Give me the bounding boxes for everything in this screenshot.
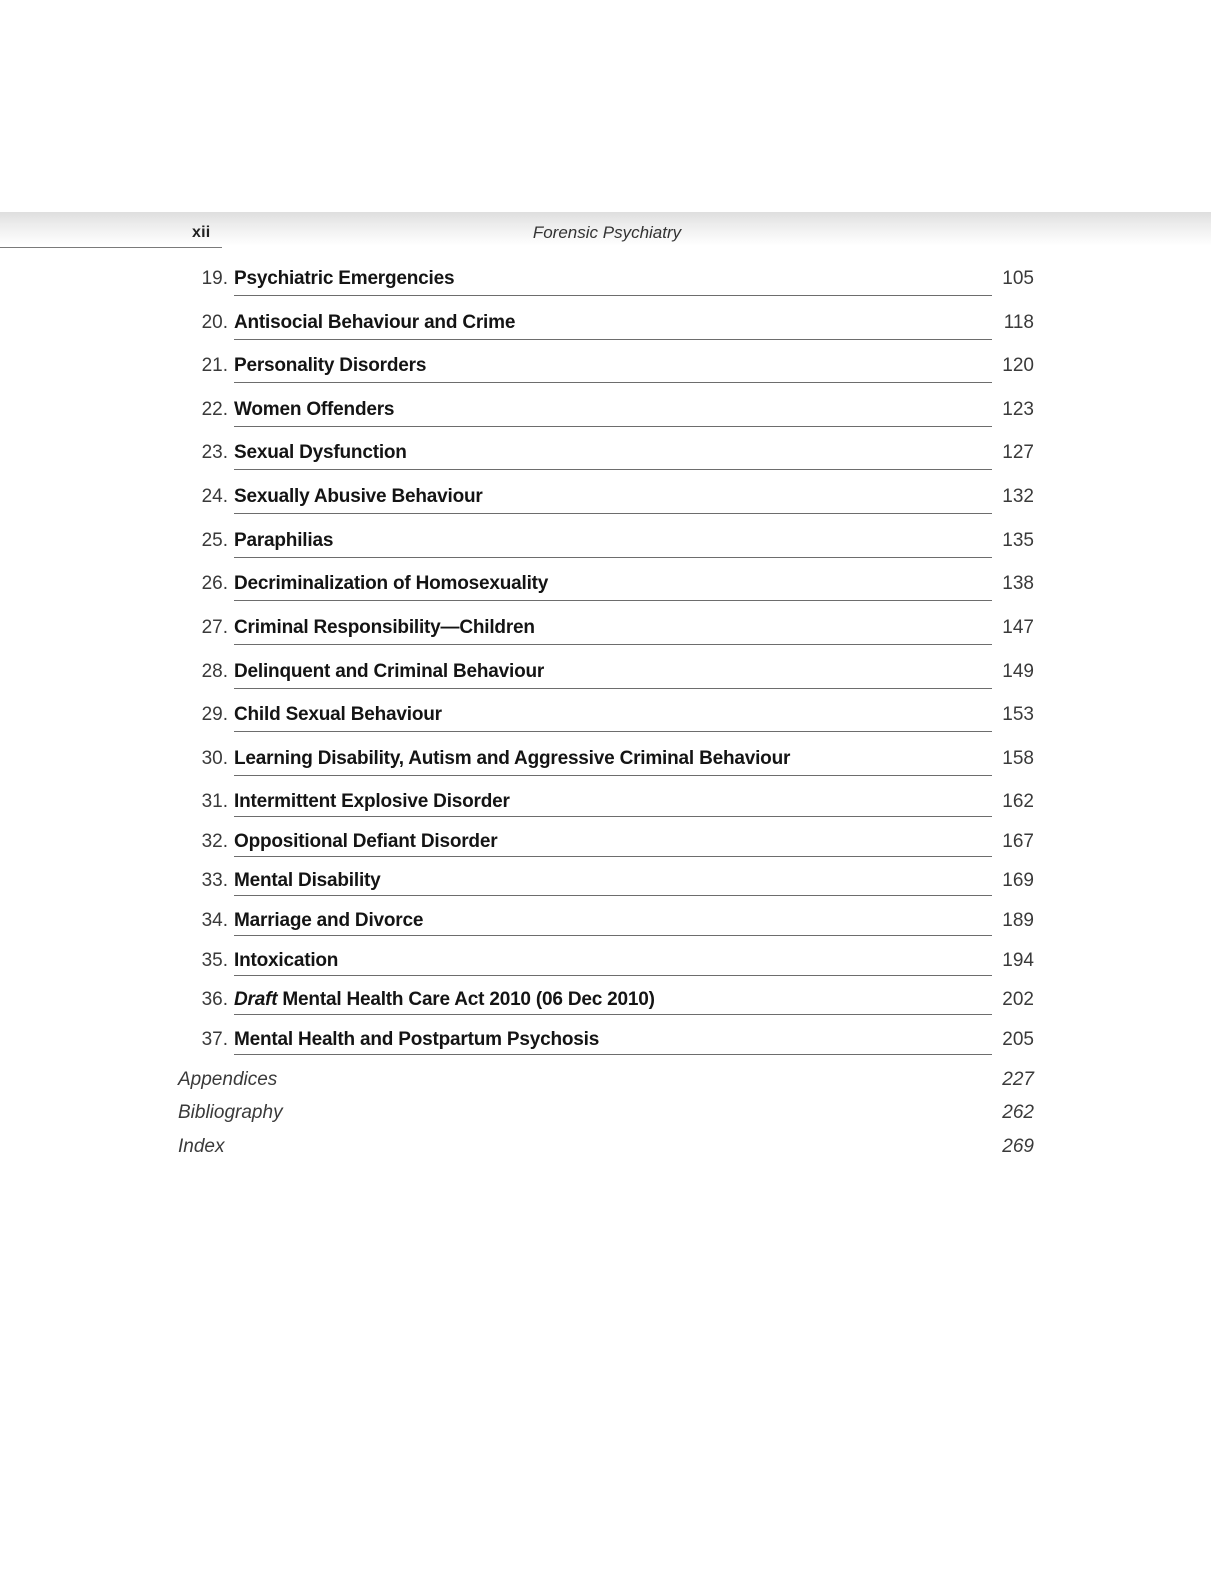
chapter-title: Decriminalization of Homosexuality bbox=[234, 573, 549, 594]
chapter-title: Marriage and Divorce bbox=[234, 910, 424, 931]
chapter-title: Intermittent Explosive Disorder bbox=[234, 791, 510, 812]
chapter-page: 158 bbox=[1002, 748, 1034, 769]
chapter-title: Women Offenders bbox=[234, 399, 395, 420]
chapter-number: 29. bbox=[201, 704, 228, 725]
chapter-number: 36. bbox=[201, 989, 228, 1010]
toc-entry-21[interactable] bbox=[0, 355, 1214, 385]
chapter-title: Intoxication bbox=[234, 950, 339, 971]
chapter-page: 162 bbox=[1002, 791, 1034, 812]
toc-entry-index[interactable] bbox=[0, 1136, 1214, 1162]
chapter-number: 32. bbox=[201, 831, 228, 852]
toc-entry-31[interactable] bbox=[0, 791, 1214, 821]
back-matter-page: 269 bbox=[1002, 1136, 1034, 1157]
toc-entry-30[interactable] bbox=[0, 748, 1214, 778]
toc-entry-33[interactable] bbox=[0, 870, 1214, 900]
toc-entry-37[interactable] bbox=[0, 1029, 1214, 1059]
chapter-title: Sexually Abusive Behaviour bbox=[234, 486, 483, 507]
chapter-rule bbox=[234, 557, 992, 558]
chapter-page: 132 bbox=[1002, 486, 1034, 507]
chapter-title-rest: Mental Health Care Act 2010 (06 Dec 2010) bbox=[277, 989, 655, 1010]
chapter-title: Delinquent and Criminal Behaviour bbox=[234, 661, 545, 682]
chapter-number: 27. bbox=[201, 617, 228, 638]
toc-entry-35[interactable] bbox=[0, 950, 1214, 980]
chapter-number: 24. bbox=[201, 486, 228, 507]
chapter-title: Oppositional Defiant Disorder bbox=[234, 831, 498, 852]
chapter-rule bbox=[234, 856, 992, 857]
chapter-page: 153 bbox=[1002, 704, 1034, 725]
chapter-rule bbox=[234, 731, 992, 732]
chapter-page: 127 bbox=[1002, 442, 1034, 463]
chapter-rule bbox=[234, 513, 992, 514]
chapter-page: 135 bbox=[1002, 530, 1034, 551]
chapter-rule bbox=[234, 935, 992, 936]
toc-entry-25[interactable] bbox=[0, 530, 1214, 560]
chapter-rule bbox=[234, 688, 992, 689]
chapter-number: 28. bbox=[201, 661, 228, 682]
back-matter-title: Appendices bbox=[178, 1069, 278, 1090]
toc-entry-26[interactable] bbox=[0, 573, 1214, 603]
chapter-number: 34. bbox=[201, 910, 228, 931]
toc-entry-28[interactable] bbox=[0, 661, 1214, 691]
chapter-page: 194 bbox=[1002, 950, 1034, 971]
chapter-title: Personality Disorders bbox=[234, 355, 427, 376]
chapter-number: 20. bbox=[201, 312, 228, 333]
chapter-page: 120 bbox=[1002, 355, 1034, 376]
header-rule bbox=[0, 247, 222, 248]
toc-entry-22[interactable] bbox=[0, 399, 1214, 429]
chapter-page: 147 bbox=[1002, 617, 1034, 638]
chapter-number: 22. bbox=[201, 399, 228, 420]
chapter-page: 202 bbox=[1002, 989, 1034, 1010]
back-matter-page: 262 bbox=[1002, 1102, 1034, 1123]
chapter-title: Criminal Responsibility—Children bbox=[234, 617, 535, 638]
chapter-page: 167 bbox=[1002, 831, 1034, 852]
toc-entry-24[interactable] bbox=[0, 486, 1214, 516]
toc-entry-19[interactable] bbox=[0, 268, 1214, 298]
chapter-page: 118 bbox=[1003, 312, 1034, 333]
chapter-number: 23. bbox=[201, 442, 228, 463]
back-matter-title: Bibliography bbox=[178, 1102, 283, 1123]
chapter-page: 205 bbox=[1002, 1029, 1034, 1050]
chapter-rule bbox=[234, 1014, 992, 1015]
chapter-number: 37. bbox=[201, 1029, 228, 1050]
chapter-number: 33. bbox=[201, 870, 228, 891]
toc-entry-27[interactable] bbox=[0, 617, 1214, 647]
chapter-rule bbox=[234, 775, 992, 776]
chapter-rule bbox=[234, 469, 992, 470]
toc-entry-20[interactable] bbox=[0, 312, 1214, 342]
chapter-number: 25. bbox=[201, 530, 228, 551]
chapter-number: 21. bbox=[201, 355, 228, 376]
chapter-title: Paraphilias bbox=[234, 530, 334, 551]
toc-entry-34[interactable] bbox=[0, 910, 1214, 940]
toc-entry-appendices[interactable] bbox=[0, 1069, 1214, 1095]
chapter-rule bbox=[234, 975, 992, 976]
chapter-rule bbox=[234, 339, 992, 340]
chapter-number: 31. bbox=[201, 791, 228, 812]
toc-entry-36[interactable] bbox=[0, 989, 1214, 1019]
chapter-page: 149 bbox=[1002, 661, 1034, 682]
toc-entry-32[interactable] bbox=[0, 831, 1214, 861]
running-title: Forensic Psychiatry bbox=[532, 223, 682, 242]
chapter-title: Mental Disability bbox=[234, 870, 381, 891]
chapter-title: Antisocial Behaviour and Crime bbox=[234, 312, 516, 333]
chapter-rule bbox=[234, 895, 992, 896]
chapter-rule bbox=[234, 295, 992, 296]
chapter-title: Child Sexual Behaviour bbox=[234, 704, 442, 725]
chapter-title: Mental Health and Postpartum Psychosis bbox=[234, 1029, 600, 1050]
chapter-number: 35. bbox=[201, 950, 228, 971]
toc-entry-29[interactable] bbox=[0, 704, 1214, 734]
chapter-page: 138 bbox=[1002, 573, 1034, 594]
page-number: xii bbox=[192, 224, 211, 241]
chapter-title: Psychiatric Emergencies bbox=[234, 268, 455, 289]
toc-entry-bibliography[interactable] bbox=[0, 1102, 1214, 1128]
chapter-rule bbox=[234, 426, 992, 427]
chapter-number: 26. bbox=[201, 573, 228, 594]
chapter-number: 30. bbox=[201, 748, 228, 769]
chapter-rule bbox=[234, 600, 992, 601]
chapter-title-italic: Draft bbox=[234, 989, 278, 1010]
toc-entry-23[interactable] bbox=[0, 442, 1214, 472]
chapter-page: 189 bbox=[1002, 910, 1034, 931]
chapter-rule bbox=[234, 1054, 992, 1055]
chapter-page: 105 bbox=[1002, 268, 1034, 289]
back-matter-page: 227 bbox=[1002, 1069, 1034, 1090]
chapter-number: 19. bbox=[201, 268, 228, 289]
back-matter-title: Index bbox=[178, 1136, 225, 1157]
chapter-page: 169 bbox=[1002, 870, 1034, 891]
chapter-rule bbox=[234, 816, 992, 817]
chapter-title bbox=[234, 989, 655, 1011]
chapter-rule bbox=[234, 382, 992, 383]
chapter-rule bbox=[234, 644, 992, 645]
chapter-title: Sexual Dysfunction bbox=[234, 442, 407, 463]
chapter-title: Learning Disability, Autism and Aggressive Criminal Behaviour bbox=[234, 748, 791, 769]
chapter-page: 123 bbox=[1002, 399, 1034, 420]
